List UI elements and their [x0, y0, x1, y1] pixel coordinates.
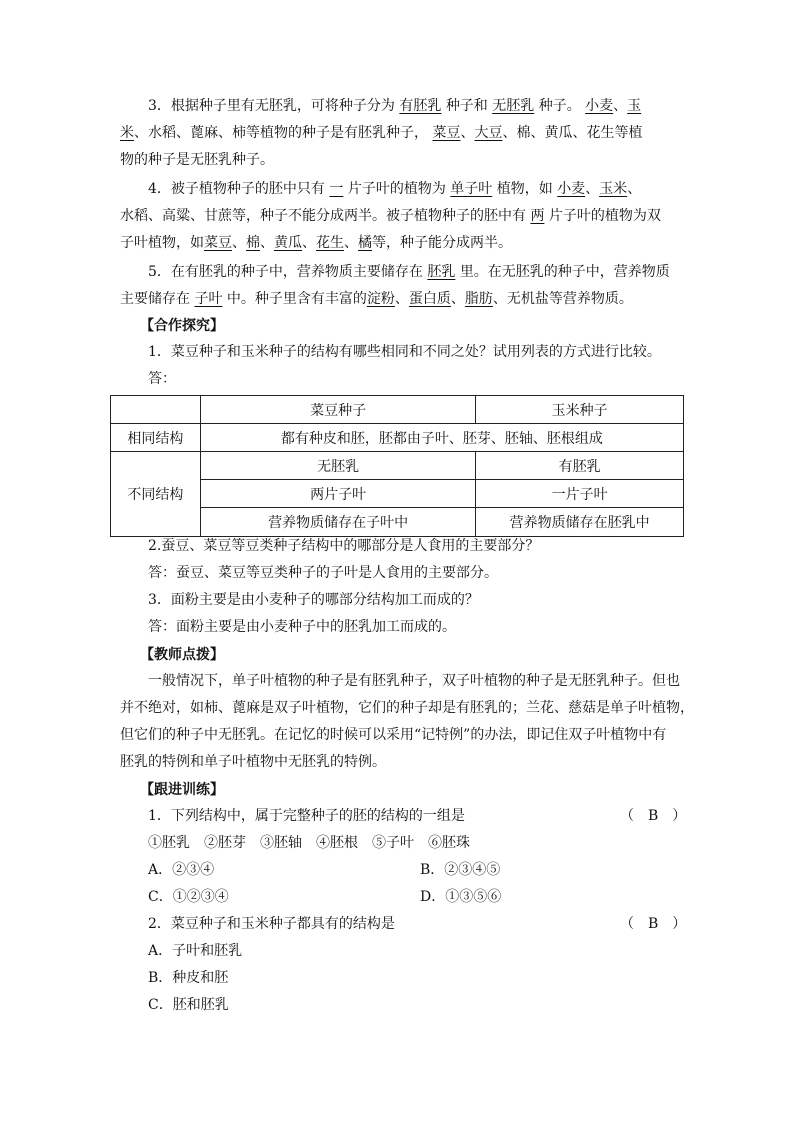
blank-answer: 有胚乳: [399, 98, 442, 114]
text: 、: [260, 235, 274, 251]
table-row-label: 不同结构: [111, 452, 201, 537]
table-cell: 有胚乳: [476, 452, 684, 480]
text: 、: [344, 235, 358, 251]
blank-answer: 脂肪: [464, 291, 493, 307]
text: 5．在有胚乳的种子中，营养物质主要储存在: [148, 264, 423, 280]
coop-question-3: 3．面粉主要是由小麦种子的哪部分结构加工而成的？: [148, 592, 479, 608]
text: 、棉、黄瓜、花生等植: [502, 125, 643, 141]
blank-answer: 胚乳: [427, 264, 456, 280]
blank-answer: 大豆: [474, 125, 503, 141]
p3-line2: [120, 123, 642, 143]
text: 、: [585, 181, 600, 197]
text: 、: [613, 98, 628, 114]
blank-answer: 单子叶: [450, 181, 493, 197]
text: 3．根据种子里有无胚乳，可将种子分为: [148, 98, 395, 114]
text: 子叶植物，如: [120, 235, 204, 251]
text: 种子。: [538, 98, 581, 114]
answer-bracket-2: （ B ）: [620, 916, 687, 932]
table-cell: [111, 396, 201, 424]
text: 、: [302, 235, 316, 251]
text: 水稻、高粱、甘蔗等，种子不能分成两半。被子植物种子的胚中有: [120, 208, 526, 224]
coop-answer-3: 答：面粉主要是由小麦种子中的胚乳加工而成的。: [148, 619, 456, 635]
text: 、无机盐等营养物质。: [492, 291, 633, 307]
table-row: [111, 424, 684, 452]
text: 4．被子植物种子的胚中只有: [148, 181, 325, 197]
blank-answer: 黄瓜: [274, 235, 302, 251]
blank-answer: 菜豆: [204, 235, 232, 251]
blank-answer: 橘: [358, 235, 372, 251]
table-header-bean: 菜豆种子: [200, 396, 476, 424]
blank-answer: 花生: [316, 235, 344, 251]
p5-line2: [120, 289, 633, 309]
tip-line: 并不绝对，如柿、蓖麻是双子叶植物，它们的种子却是有胚乳的；兰花、慈菇是单子叶植物，: [120, 700, 694, 716]
option-b: B．种皮和胚: [148, 970, 229, 986]
table-cell: 两片子叶: [200, 480, 476, 508]
p4-line3: [120, 233, 512, 253]
table-row: [111, 396, 684, 424]
section-heading-coop: 【合作探究】: [140, 318, 224, 334]
table-cell: 一片子叶: [476, 480, 684, 508]
blank-answer: 两: [530, 208, 545, 224]
p3-line3: 物的种子是无胚乳种子。: [120, 152, 274, 168]
blank-answer: 玉: [627, 98, 642, 114]
blank-answer: 小麦: [585, 98, 614, 114]
text: 种子和: [445, 98, 488, 114]
p5-line1: [148, 262, 670, 282]
coop-answer-2: 答：蚕豆、菜豆等豆类种子的子叶是人食用的主要部分。: [148, 565, 498, 581]
text: 片子叶的植物为: [347, 181, 446, 197]
text: 、: [232, 235, 246, 251]
text: 中。种子里含有丰富的: [226, 291, 367, 307]
blank-answer: 子叶: [194, 291, 223, 307]
table-cell: 营养物质储存在子叶中: [200, 508, 476, 537]
blank-answer: 棉: [246, 235, 260, 251]
table-row-label: 相同结构: [111, 424, 201, 452]
blank-answer: 无胚乳: [492, 98, 535, 114]
option-c: C．胚和胚乳: [148, 997, 229, 1013]
table-cell: 营养物质储存在胚乳中: [476, 508, 684, 537]
tip-line: 但它们的种子中无胚乳。在记忆的时候可以采用“记特例”的办法，即记住双子叶植物中有: [120, 727, 667, 743]
text: 、: [460, 125, 475, 141]
coop-question-2: 2.蚕豆、菜豆等豆类种子结构中的哪部分是人食用的主要部分？: [148, 538, 540, 554]
text: 植物，如: [496, 181, 553, 197]
table-header-corn: 玉米种子: [476, 396, 684, 424]
option-d: D．①③⑤⑥: [420, 889, 502, 905]
p4-line1: [148, 179, 641, 199]
comparison-table: [110, 395, 684, 537]
blank-answer: 菜豆: [432, 125, 461, 141]
coop-answer-label: 答：: [148, 371, 176, 387]
tip-line: 一般情况下，单子叶植物的种子是有胚乳种子，双子叶植物的种子是无胚乳种子。但也: [148, 673, 680, 689]
blank-answer: 玉米: [599, 181, 628, 197]
blank-answer: 一: [329, 181, 344, 197]
text: 里。在无胚乳的种子中，营养物质: [459, 264, 670, 280]
practice-question-1: 1．下列结构中，属于完整种子的胚的结构的一组是: [148, 808, 465, 824]
option-a: A．②③④: [148, 862, 215, 878]
p3-line1: [148, 96, 641, 116]
answer-bracket-1: （ B ）: [620, 808, 687, 824]
text: 、: [394, 291, 409, 307]
p4-line2: [120, 206, 661, 226]
table-row: [111, 452, 684, 480]
blank-answer: 蛋白质: [408, 291, 451, 307]
section-heading-tip: 【教师点拨】: [140, 647, 224, 663]
text: 等，种子能分成两半。: [372, 235, 512, 251]
section-heading-practice: 【跟进训练】: [140, 782, 224, 798]
text: 主要储存在: [120, 291, 190, 307]
text: 片子叶的植物为双: [548, 208, 661, 224]
table-cell: 无胚乳: [200, 452, 476, 480]
blank-answer: 米: [120, 125, 134, 141]
coop-question-1: 1．菜豆种子和玉米种子的结构有哪些相同和不同之处？试用列表的方式进行比较。: [148, 344, 661, 360]
practice-items: ①胚乳 ②胚芽 ③胚轴 ④胚根 ⑤子叶 ⑥胚珠: [148, 835, 470, 851]
option-a: A．子叶和胚乳: [148, 943, 243, 959]
practice-question-2: 2．菜豆种子和玉米种子都具有的结构是: [148, 916, 395, 932]
tip-line: 胚乳的特例和单子叶植物中无胚乳的特例。: [120, 754, 386, 770]
option-c: C．①②③④: [148, 889, 229, 905]
text: 、: [450, 291, 465, 307]
blank-answer: 淀粉: [366, 291, 395, 307]
text: 、: [627, 181, 642, 197]
text: 、水稻、蓖麻、柿等植物的种子是有胚乳种子，: [134, 125, 428, 141]
table-cell: 都有种皮和胚，胚都由子叶、胚芽、胚轴、胚根组成: [200, 424, 683, 452]
option-b: B．②③④⑤: [420, 862, 501, 878]
blank-answer: 小麦: [557, 181, 586, 197]
